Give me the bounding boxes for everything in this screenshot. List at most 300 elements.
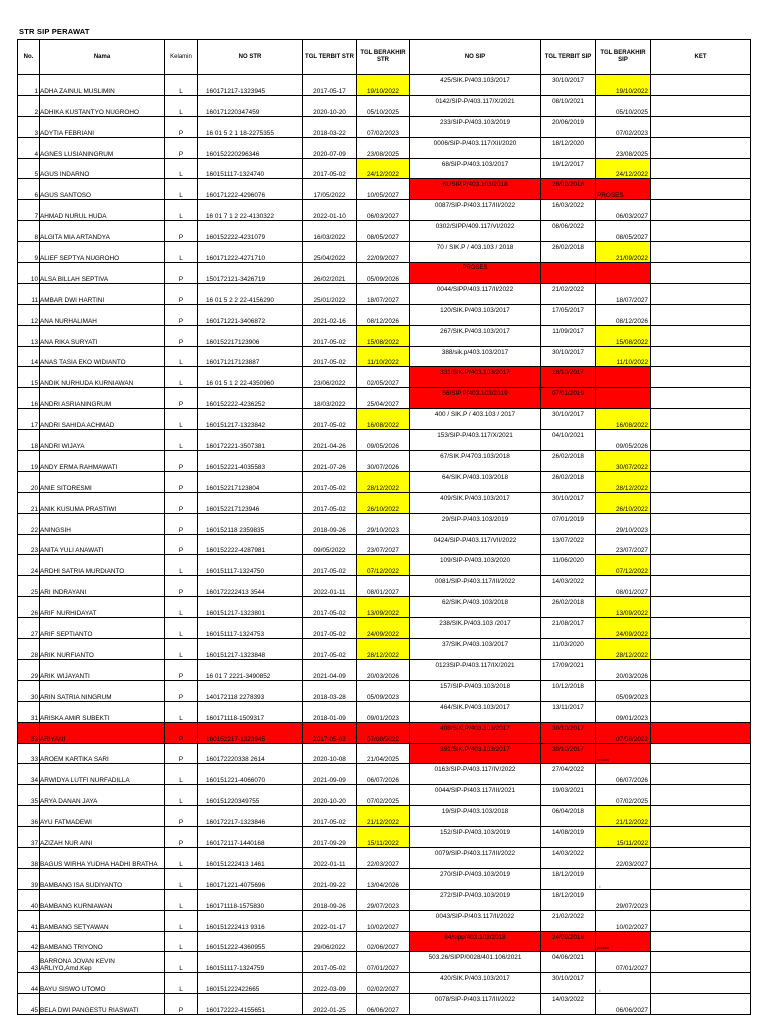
row-no: 16: [18, 388, 40, 409]
row-nama: BARRONA JOVAN KEVIN ARLIYO,Amd.Kep: [40, 952, 165, 973]
row-no-sip: 420/SIK.P/403.103/2017: [410, 973, 541, 994]
header-tgl-berakhir-str: TGL BERAKHIR STR: [357, 40, 410, 75]
row-kelamin: P: [165, 680, 198, 701]
row-no-str: 160151217-1323801: [198, 597, 303, 618]
row-no: 45: [18, 994, 40, 1015]
row-tgl-terbit-str: 2021-09-09: [303, 764, 357, 785]
row-no: 1: [18, 75, 40, 96]
row-tgl-terbit-sip: 19/12/2017: [541, 158, 596, 179]
row-tgl-berakhir-str: 30/07/2026: [357, 451, 410, 472]
row-no: 5: [18, 158, 40, 179]
row-no-str: 160171222-4271710: [198, 242, 303, 263]
row-no-sip: 29/SIP-P/403.103/2019: [410, 513, 541, 534]
row-no: 28: [18, 639, 40, 660]
row-no-str: 160171217123887: [198, 346, 303, 367]
row-tgl-berakhir-sip: 15/11/2022: [596, 827, 651, 848]
row-tgl-terbit-sip: 08/06/2022: [541, 221, 596, 242]
row-no: 20: [18, 471, 40, 492]
table-row: [18, 847, 751, 868]
row-no-sip: 464/SIK.P/403.103/2017: [410, 701, 541, 722]
row-no-sip: 233/SIP-P/403.103/2019: [410, 116, 541, 137]
row-tgl-terbit-str: 2018-03-28: [303, 680, 357, 701]
row-no-str: 160171118-1575830: [198, 889, 303, 910]
row-tgl-berakhir-sip: 23/08/2025: [596, 137, 651, 158]
row-no-sip: 0044/SIPP/403.117/II/2022: [410, 283, 541, 304]
row-ket: [651, 555, 751, 576]
row-no-str: 160152222-4287981: [198, 534, 303, 555]
row-nama: ALIEF SEPTYA NUGROHO: [40, 242, 165, 263]
row-ket: [651, 534, 751, 555]
table-row: [18, 492, 751, 513]
row-nama: ADYTIA FEBRIANI: [40, 116, 165, 137]
row-tgl-terbit-sip: 04/06/2021: [541, 952, 596, 973]
row-no-str: 160171221-3406872: [198, 304, 303, 325]
row-no-sip: 267/SIK.P/403.103/2017: [410, 325, 541, 346]
table-row: [18, 534, 751, 555]
row-no: 19: [18, 451, 40, 472]
row-tgl-berakhir-sip: [596, 263, 651, 284]
row-tgl-berakhir-str: 21/04/2025: [357, 743, 410, 764]
row-no: 10: [18, 263, 40, 284]
row-tgl-berakhir-str: 24/12/2022: [357, 158, 410, 179]
row-nama: ANA RIKA SURYATI: [40, 325, 165, 346]
row-tgl-terbit-sip: 26/02/2018: [541, 242, 596, 263]
str-sip-table: [17, 39, 751, 1015]
row-nama: AGUS INDARNO: [40, 158, 165, 179]
row-tgl-berakhir-sip: 28/12/2022: [596, 639, 651, 660]
row-tgl-berakhir-sip: 07/08/2022: [596, 722, 651, 743]
row-tgl-berakhir-sip: 09/01/2023: [596, 701, 651, 722]
row-tgl-berakhir-str: 06/06/2027: [357, 994, 410, 1015]
row-kelamin: P: [165, 534, 198, 555]
row-tgl-berakhir-sip: 10/02/2027: [596, 910, 651, 931]
row-kelamin: L: [165, 931, 198, 952]
row-no: 26: [18, 597, 40, 618]
row-tgl-terbit-sip: 30/10/2017: [541, 973, 596, 994]
row-no-sip: 408/SIK.P/403.103/2017: [410, 722, 541, 743]
row-no-str: 160152222-4236252: [198, 388, 303, 409]
row-tgl-berakhir-str: 29/10/2023: [357, 513, 410, 534]
row-ket: [651, 910, 751, 931]
row-tgl-terbit-sip: 18/12/2019: [541, 889, 596, 910]
row-tgl-terbit-str: 26/02/2021: [303, 263, 357, 284]
row-kelamin: P: [165, 994, 198, 1015]
row-nama: ANINGSIH: [40, 513, 165, 534]
row-tgl-terbit-str: 2022-01-17: [303, 910, 357, 931]
row-tgl-terbit-sip: 30/10/2017: [541, 492, 596, 513]
row-tgl-terbit-str: 2020-10-20: [303, 95, 357, 116]
table-row: [18, 889, 751, 910]
row-kelamin: L: [165, 555, 198, 576]
row-no: 15: [18, 367, 40, 388]
row-tgl-terbit-str: 2017-05-02: [303, 409, 357, 430]
row-kelamin: L: [165, 200, 198, 221]
row-tgl-terbit-str: 2017-05-17: [303, 75, 357, 96]
table-row: [18, 764, 751, 785]
row-tgl-terbit-str: 2017-05-02: [303, 639, 357, 660]
row-no: 25: [18, 576, 40, 597]
row-no-str: 160152217-1323945: [198, 722, 303, 743]
row-tgl-terbit-sip: 11/06/2020: [541, 555, 596, 576]
row-no-str: 160172222-4155651: [198, 994, 303, 1015]
row-tgl-terbit-str: 18/03/2022: [303, 388, 357, 409]
row-no-sip: 331/SIK.P/403.103/2017: [410, 367, 541, 388]
row-kelamin: P: [165, 513, 198, 534]
row-tgl-terbit-str: 25/04/2022: [303, 242, 357, 263]
row-no-sip: 425/SIK.P/403.103/2017: [410, 75, 541, 96]
row-nama: ARYA DANAN JAYA: [40, 785, 165, 806]
row-ket: [651, 221, 751, 242]
row-ket: [651, 179, 751, 200]
row-no-sip: 0043/SIP-P/403.117/II/2022: [410, 910, 541, 931]
row-ket: [651, 471, 751, 492]
row-no: 3: [18, 116, 40, 137]
row-tgl-berakhir-str: 10/02/2027: [357, 910, 410, 931]
table-row: [18, 137, 751, 158]
row-tgl-terbit-str: 2020-10-08: [303, 743, 357, 764]
table-row: [18, 409, 751, 430]
row-tgl-terbit-str: 09/05/2022: [303, 534, 357, 555]
row-ket: [651, 242, 751, 263]
table-row: [18, 701, 751, 722]
row-tgl-berakhir-str: 08/01/2027: [357, 576, 410, 597]
row-nama: ADHA ZAINUL MUSLIMIN: [40, 75, 165, 96]
row-tgl-terbit-str: 2017-05-02: [303, 555, 357, 576]
row-nama: ARDHI SATRIA MURDIANTO: [40, 555, 165, 576]
row-no-str: 160151222413 9316: [198, 910, 303, 931]
row-no: 7: [18, 200, 40, 221]
row-no-sip: 0163/SIP-P/403.117/IV/2022: [410, 764, 541, 785]
row-tgl-berakhir-str: 28/12/2022: [357, 639, 410, 660]
row-nama: AROEM KARTIKA SARI: [40, 743, 165, 764]
row-ket: [651, 263, 751, 284]
row-kelamin: L: [165, 910, 198, 931]
row-no: 6: [18, 179, 40, 200]
table-row: [18, 576, 751, 597]
row-no: 2: [18, 95, 40, 116]
row-tgl-terbit-sip: 21/02/2022: [541, 283, 596, 304]
row-ket: [651, 931, 751, 952]
row-tgl-berakhir-str: 05/09/2026: [357, 263, 410, 284]
row-tgl-terbit-str: 2021-04-09: [303, 659, 357, 680]
row-tgl-berakhir-str: 28/12/2022: [357, 471, 410, 492]
table-row: [18, 325, 751, 346]
row-tgl-terbit-str: 17/05/2022: [303, 179, 357, 200]
row-tgl-terbit-sip: 11/03/2020: [541, 639, 596, 660]
table-row: [18, 994, 751, 1015]
row-tgl-berakhir-str: 15/11/2022: [357, 827, 410, 848]
row-no: 35: [18, 785, 40, 806]
row-tgl-terbit-sip: 14/08/2019: [541, 827, 596, 848]
row-no-str: 160151222413 1461: [198, 847, 303, 868]
row-ket: [651, 639, 751, 660]
row-no-sip: 61/SIP.P/403.103/2018: [410, 179, 541, 200]
row-no: 11: [18, 283, 40, 304]
row-no: 43: [18, 952, 40, 973]
row-no-sip: 0079/SIP-P/403.117/III/2022: [410, 847, 541, 868]
row-tgl-berakhir-str: 23/07/2027: [357, 534, 410, 555]
row-ket: [651, 659, 751, 680]
table-row: [18, 555, 751, 576]
row-nama: ANDRI ASRIANINGRUM: [40, 388, 165, 409]
table-row: [18, 200, 751, 221]
row-tgl-terbit-sip: 17/05/2017: [541, 304, 596, 325]
row-ket: [651, 430, 751, 451]
row-no-sip: 152/SIP-P/403.103/2019: [410, 827, 541, 848]
row-kelamin: P: [165, 325, 198, 346]
row-no-str: 16 01 7 1 2 22-4130322: [198, 200, 303, 221]
row-no: 40: [18, 889, 40, 910]
row-tgl-berakhir-sip: 24/09/2022: [596, 618, 651, 639]
row-nama: ARIF SEPTIANTO: [40, 618, 165, 639]
row-tgl-terbit-sip: 07/01/2019: [541, 388, 596, 409]
row-nama: ANITA YULI ANAWATI: [40, 534, 165, 555]
row-nama: AGNES LUSIANINGRUM: [40, 137, 165, 158]
row-tgl-terbit-sip: [541, 263, 596, 284]
table-row: [18, 597, 751, 618]
table-row: [18, 451, 751, 472]
row-tgl-terbit-sip: 13/11/2017: [541, 701, 596, 722]
row-nama: ANDY ERMA RAHMAWATI: [40, 451, 165, 472]
row-nama: ARI INDRAYANI: [40, 576, 165, 597]
row-tgl-terbit-sip: 06/04/2018: [541, 806, 596, 827]
row-tgl-terbit-sip: 21/08/2017: [541, 618, 596, 639]
row-tgl-terbit-sip: 17/09/2021: [541, 659, 596, 680]
row-no: 22: [18, 513, 40, 534]
row-tgl-berakhir-sip: proses: [596, 931, 651, 952]
row-no-str: 160171217-1323945: [198, 75, 303, 96]
row-ket: [651, 346, 751, 367]
table-row: [18, 388, 751, 409]
row-ket: [651, 283, 751, 304]
row-tgl-berakhir-str: 07/12/2022: [357, 555, 410, 576]
row-nama: BAMBANG TRIYONO: [40, 931, 165, 952]
row-tgl-berakhir-sip: 09/05/2026: [596, 430, 651, 451]
row-tgl-terbit-str: 2021-07-26: [303, 451, 357, 472]
row-no-str: 160172221-3507381: [198, 430, 303, 451]
table-body: [18, 75, 751, 1015]
row-no-sip: 388/sik.p/403.103/2017: [410, 346, 541, 367]
row-tgl-berakhir-sip: [596, 388, 651, 409]
row-no-str: 160172217-1323846: [198, 806, 303, 827]
header-ket: KET: [651, 40, 751, 75]
row-tgl-berakhir-str: 18/07/2027: [357, 283, 410, 304]
row-no: 34: [18, 764, 40, 785]
header-nama: Nama: [40, 40, 165, 75]
row-tgl-terbit-str: 2021-02-16: [303, 304, 357, 325]
row-ket: [651, 722, 751, 743]
row-no-sip: 56/SIP.P/403.103/2019: [410, 388, 541, 409]
table-row: [18, 471, 751, 492]
row-tgl-terbit-sip: 20/06/2019: [541, 116, 596, 137]
row-no-str: 160151117-1324753: [198, 618, 303, 639]
row-ket: [651, 409, 751, 430]
row-tgl-terbit-sip: 18/10/2017: [541, 367, 596, 388]
row-kelamin: L: [165, 158, 198, 179]
row-tgl-terbit-str: 2022-01-11: [303, 576, 357, 597]
row-ket: [651, 116, 751, 137]
row-tgl-terbit-sip: 11/09/2017: [541, 325, 596, 346]
row-no-sip: 400 / SIK.P / 403.103 / 2017: [410, 409, 541, 430]
row-no-str: 160151222422665: [198, 973, 303, 994]
row-tgl-terbit-str: 2017-05-02: [303, 952, 357, 973]
row-tgl-berakhir-sip: 20/03/2026: [596, 659, 651, 680]
row-tgl-terbit-str: 2020-07-09: [303, 137, 357, 158]
row-tgl-terbit-str: 2022-03-09: [303, 973, 357, 994]
row-tgl-berakhir-str: 19/10/2022: [357, 75, 410, 96]
row-no-sip: 64/SIK.P/403.103/2018: [410, 471, 541, 492]
row-no-str: 160151221-4066070: [198, 764, 303, 785]
row-no: 42: [18, 931, 40, 952]
row-tgl-terbit-str: 29/06/2022: [303, 931, 357, 952]
row-ket: [651, 137, 751, 158]
row-tgl-terbit-sip: 27/04/2022: [541, 764, 596, 785]
row-no-str: 160152220296346: [198, 137, 303, 158]
row-tgl-berakhir-str: 16/08/2022: [357, 409, 410, 430]
row-kelamin: P: [165, 806, 198, 827]
row-no-str: 160151220349755: [198, 785, 303, 806]
row-no-str: 140172118 2278393: [198, 680, 303, 701]
row-no: 18: [18, 430, 40, 451]
row-nama: ARIK WIJAYANTI: [40, 659, 165, 680]
row-tgl-terbit-sip: 24/09/2018: [541, 931, 596, 952]
table-row: [18, 952, 751, 973]
table-row: [18, 346, 751, 367]
row-no: 12: [18, 304, 40, 325]
row-ket: [651, 597, 751, 618]
row-no-str: 16 01 7 2221-3490852: [198, 659, 303, 680]
row-tgl-berakhir-str: 22/09/2027: [357, 242, 410, 263]
row-tgl-terbit-sip: 30/10/2017: [541, 722, 596, 743]
row-kelamin: P: [165, 827, 198, 848]
row-nama: AYU FATMADEWI: [40, 806, 165, 827]
row-kelamin: P: [165, 659, 198, 680]
row-no-str: 160172222413 3544: [198, 576, 303, 597]
row-ket: [651, 889, 751, 910]
row-tgl-terbit-str: 2017-05-02: [303, 618, 357, 639]
row-no-sip: 391/SIK.P/403.103/2017: [410, 743, 541, 764]
header-no-str: NO STR: [198, 40, 303, 75]
row-tgl-berakhir-str: 13/04/2026: [357, 868, 410, 889]
row-no-sip: 153/SIP-P/403.117/X/2021: [410, 430, 541, 451]
row-tgl-berakhir-sip: 07/02/2025: [596, 785, 651, 806]
row-no-str: 16 01 5 2 1 18-2275355: [198, 116, 303, 137]
row-tgl-terbit-sip: 14/03/2022: [541, 847, 596, 868]
row-tgl-terbit-sip: 14/03/2022: [541, 994, 596, 1015]
row-tgl-berakhir-sip: 08/05/2027: [596, 221, 651, 242]
page-title: STR SIP PERAWAT: [19, 27, 90, 36]
table-row: [18, 806, 751, 827]
row-no: 23: [18, 534, 40, 555]
row-no: 8: [18, 221, 40, 242]
row-no: 38: [18, 847, 40, 868]
table-row: [18, 931, 751, 952]
row-nama: ANDRI WIJAYA: [40, 430, 165, 451]
row-kelamin: P: [165, 492, 198, 513]
table-row: [18, 221, 751, 242]
row-tgl-berakhir-sip: 07/02/2023: [596, 116, 651, 137]
row-tgl-berakhir-str: 09/01/2023: [357, 701, 410, 722]
row-no-str: 160152217123946: [198, 492, 303, 513]
row-no-sip: 409/SIK.P/403.103/2017: [410, 492, 541, 513]
row-ket: [651, 994, 751, 1015]
row-no-str: 150172121-3426719: [198, 263, 303, 284]
row-tgl-terbit-sip: 14/03/2022: [541, 576, 596, 597]
row-no-sip: 68/SIP-P/403.103/2017: [410, 158, 541, 179]
row-tgl-terbit-str: 25/01/2022: [303, 283, 357, 304]
row-tgl-berakhir-sip: 26/10/2022: [596, 492, 651, 513]
row-tgl-berakhir-sip: 07/12/2022: [596, 555, 651, 576]
row-tgl-terbit-str: 2017-09-29: [303, 827, 357, 848]
row-nama: ANIE SITORESMI: [40, 471, 165, 492]
header-row: [18, 40, 751, 75]
row-no-sip: 270/SIP-P/403.103/2019: [410, 868, 541, 889]
row-nama: BAMBANG ISA SUDIYANTO: [40, 868, 165, 889]
row-no-str: 160171220347459: [198, 95, 303, 116]
row-no-str: 160171118-1509317: [198, 701, 303, 722]
row-ket: [651, 868, 751, 889]
row-tgl-berakhir-sip: 06/03/2027: [596, 200, 651, 221]
table-row: [18, 304, 751, 325]
row-no: 30: [18, 680, 40, 701]
row-no: 27: [18, 618, 40, 639]
row-no-sip: 157/SIP-P/403.103/2018: [410, 680, 541, 701]
row-ket: [651, 513, 751, 534]
row-nama: ANAS TASIA EKO WIDIANTO: [40, 346, 165, 367]
table-row: [18, 263, 751, 284]
row-tgl-terbit-str: 2017-05-02: [303, 722, 357, 743]
row-kelamin: P: [165, 263, 198, 284]
row-no-str: 160152118 2359835: [198, 513, 303, 534]
table-row: [18, 430, 751, 451]
row-no-sip: 272/SIP-P/403.103/2019: [410, 889, 541, 910]
row-no-sip: 0302/SIPP/409.117/VI/2022: [410, 221, 541, 242]
row-tgl-berakhir-sip: 05/10/2025: [596, 95, 651, 116]
row-tgl-terbit-sip: 26/02/2018: [541, 597, 596, 618]
row-tgl-berakhir-str: 29/07/2023: [357, 889, 410, 910]
row-tgl-terbit-sip: 26/02/2018: [541, 451, 596, 472]
row-kelamin: P: [165, 283, 198, 304]
row-kelamin: P: [165, 576, 198, 597]
row-nama: ARIN SATRIA NINGRUM: [40, 680, 165, 701]
row-tgl-berakhir-sip: 18/07/2027: [596, 283, 651, 304]
row-kelamin: L: [165, 889, 198, 910]
row-ket: [651, 492, 751, 513]
row-kelamin: P: [165, 116, 198, 137]
row-nama: ANDIK NURHUDA KURNIAWAN: [40, 367, 165, 388]
row-ket: [651, 952, 751, 973]
row-kelamin: P: [165, 722, 198, 743]
row-no-str: 160152217123804: [198, 471, 303, 492]
row-nama: ARISKA AMIR SUBEKTI: [40, 701, 165, 722]
row-tgl-berakhir-sip: 28/12/2022: [596, 471, 651, 492]
row-tgl-berakhir-str: 08/05/2027: [357, 221, 410, 242]
row-tgl-berakhir-str: 06/03/2027: [357, 200, 410, 221]
row-no-str: 160152217123906: [198, 325, 303, 346]
row-tgl-berakhir-sip: 08/01/2027: [596, 576, 651, 597]
row-no-str: 160151217-1323842: [198, 409, 303, 430]
table-row: [18, 827, 751, 848]
row-no-str: 160151117-1324759: [198, 952, 303, 973]
header-tgl-terbit-str: TGL TERBIT STR: [303, 40, 357, 75]
row-tgl-terbit-str: 23/06/2022: [303, 367, 357, 388]
row-no-sip: 67/SIK.P/4703.103/2018: [410, 451, 541, 472]
row-ket: [651, 367, 751, 388]
row-nama: ANIK KUSUMA PRASTIWI: [40, 492, 165, 513]
row-tgl-berakhir-str: 25/04/2027: [357, 388, 410, 409]
row-no-sip: 0142/SIP-P/403.117/X/2021: [410, 95, 541, 116]
table-row: [18, 743, 751, 764]
